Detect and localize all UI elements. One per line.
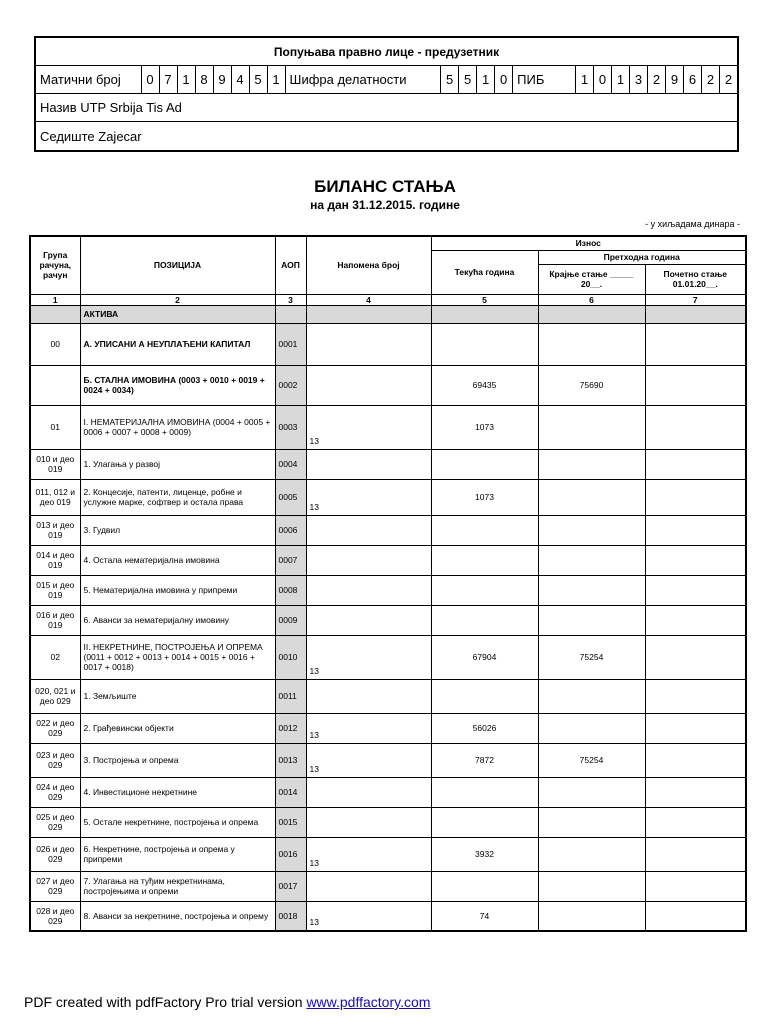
table-row xyxy=(30,365,746,405)
table-row xyxy=(30,635,746,679)
prethodna-value xyxy=(538,515,645,545)
tekuca-value xyxy=(431,605,538,635)
grupa-cell: 025 и део 029 xyxy=(30,807,80,837)
pib-digit: 2 xyxy=(647,66,665,93)
aop-cell: 0010 xyxy=(275,635,306,679)
pocetno-value xyxy=(645,777,746,807)
table-row xyxy=(30,575,746,605)
napomena-cell xyxy=(306,605,431,635)
pozicija-cell: 2. Грађевински објекти xyxy=(80,713,275,743)
maticni-digit: 8 xyxy=(195,66,213,93)
prethodna-value xyxy=(538,605,645,635)
maticni-label: Матични број xyxy=(40,72,121,87)
pozicija-cell: 1. Земљиште xyxy=(80,679,275,713)
footer-link[interactable]: www.pdffactory.com xyxy=(306,994,431,1010)
pocetno-value xyxy=(645,449,746,479)
table-row xyxy=(30,837,746,871)
pocetno-value xyxy=(645,743,746,777)
col-aop-header: АОП xyxy=(275,236,306,294)
col-tekuca-header: Текућа година xyxy=(431,250,538,294)
table-row xyxy=(30,479,746,515)
tekuca-value: 1073 xyxy=(431,405,538,449)
table-row xyxy=(30,777,746,807)
tekuca-value xyxy=(431,323,538,365)
napomena-cell xyxy=(306,365,431,405)
maticni-digit: 9 xyxy=(213,66,231,93)
aop-cell: 0007 xyxy=(275,545,306,575)
grupa-cell: 027 и део 029 xyxy=(30,871,80,901)
pozicija-cell: 1. Улагања у развој xyxy=(80,449,275,479)
sifra-digit: 5 xyxy=(458,66,476,93)
napomena-cell xyxy=(306,323,431,365)
pocetno-value xyxy=(645,807,746,837)
tekuca-value xyxy=(431,871,538,901)
aop-cell: 0009 xyxy=(275,605,306,635)
table-row xyxy=(30,871,746,901)
napomena-cell: 13 xyxy=(306,743,431,777)
grupa-cell: 011, 012 и део 019 xyxy=(30,479,80,515)
grupa-cell: 013 и део 019 xyxy=(30,515,80,545)
prethodna-value: 75690 xyxy=(538,365,645,405)
prethodna-value xyxy=(538,777,645,807)
sifra-digit: 0 xyxy=(494,66,512,93)
balance-sheet-table xyxy=(29,235,747,932)
napomena-cell xyxy=(306,545,431,575)
sifra-digit: 1 xyxy=(476,66,494,93)
napomena-cell xyxy=(306,575,431,605)
section-row xyxy=(30,305,746,323)
pib-digit: 1 xyxy=(611,66,629,93)
pocetno-value xyxy=(645,323,746,365)
table-row xyxy=(30,605,746,635)
pocetno-value xyxy=(645,479,746,515)
aop-cell: 0011 xyxy=(275,679,306,713)
prethodna-value xyxy=(538,323,645,365)
pozicija-cell: 8. Аванси за некретнине, постројења и опрему xyxy=(80,901,275,931)
prethodna-value xyxy=(538,575,645,605)
tekuca-value xyxy=(431,807,538,837)
prethodna-value xyxy=(538,479,645,515)
grupa-cell: 015 и део 019 xyxy=(30,575,80,605)
pib-digit: 1 xyxy=(575,66,593,93)
column-number-row xyxy=(30,294,746,305)
pozicija-cell: Б. СТАЛНА ИМОВИНА (0003 + 0010 + 0019 + 0024 + 0034) xyxy=(80,365,275,405)
pib-digit: 2 xyxy=(719,66,737,93)
col-number: 2 xyxy=(80,294,275,305)
header-title: Попуњава правно лице - предузетник xyxy=(36,38,737,66)
pozicija-cell: 6. Аванси за нематеријалну имовину xyxy=(80,605,275,635)
company-header xyxy=(34,36,739,152)
tekuca-value: 74 xyxy=(431,901,538,931)
pib-digit: 6 xyxy=(683,66,701,93)
aop-cell: 0018 xyxy=(275,901,306,931)
aop-cell: 0001 xyxy=(275,323,306,365)
pocetno-value xyxy=(645,713,746,743)
napomena-cell xyxy=(306,515,431,545)
napomena-cell: 13 xyxy=(306,713,431,743)
grupa-cell: 02 xyxy=(30,635,80,679)
prethodna-value xyxy=(538,901,645,931)
col-number: 4 xyxy=(306,294,431,305)
pocetno-value xyxy=(645,901,746,931)
pozicija-cell: I. НЕМАТЕРИЈАЛНА ИМОВИНА (0004 + 0005 + 0006 + 0007 + 0008 + 0009) xyxy=(80,405,275,449)
aop-cell: 0004 xyxy=(275,449,306,479)
prethodna-value xyxy=(538,871,645,901)
pozicija-cell: II. НЕКРЕТНИНЕ, ПОСТРОЈЕЊА И ОПРЕМА (0011 + 0012 + 0013 + 0014 + 0015 + 0016 + 0017 + 0018) xyxy=(80,635,275,679)
napomena-cell: 13 xyxy=(306,635,431,679)
napomena-cell xyxy=(306,871,431,901)
pozicija-cell: 3. Постројења и опрема xyxy=(80,743,275,777)
prethodna-value xyxy=(538,405,645,449)
prethodna-value: 75254 xyxy=(538,743,645,777)
prethodna-value xyxy=(538,837,645,871)
pozicija-cell: 4. Инвестиционе некретнине xyxy=(80,777,275,807)
col-number: 3 xyxy=(275,294,306,305)
maticni-digit: 1 xyxy=(177,66,195,93)
pocetno-value xyxy=(645,545,746,575)
grupa-cell: 01 xyxy=(30,405,80,449)
pocetno-value xyxy=(645,365,746,405)
table-row xyxy=(30,405,746,449)
col-pocetno-header: Почетно стање 01.01.20__. xyxy=(645,264,746,294)
pocetno-value xyxy=(645,679,746,713)
aop-cell: 0006 xyxy=(275,515,306,545)
table-row xyxy=(30,323,746,365)
footer-text: PDF created with pdfFactory Pro trial version xyxy=(24,994,307,1010)
pozicija-cell: 5. Остале некретнине, постројења и опрема xyxy=(80,807,275,837)
maticni-digit: 0 xyxy=(141,66,159,93)
col-napomena-header: Напомена број xyxy=(306,236,431,294)
company-name: Назив UTP Srbija Tis Ad xyxy=(36,94,737,122)
col-number: 7 xyxy=(645,294,746,305)
aop-cell: 0014 xyxy=(275,777,306,807)
sifra-digit: 5 xyxy=(440,66,458,93)
table-row xyxy=(30,901,746,931)
tekuca-value xyxy=(431,575,538,605)
tekuca-value: 69435 xyxy=(431,365,538,405)
grupa-cell: 020, 021 и део 029 xyxy=(30,679,80,713)
grupa-cell: 024 и део 029 xyxy=(30,777,80,807)
maticni-digit: 7 xyxy=(159,66,177,93)
table-row xyxy=(30,743,746,777)
napomena-cell xyxy=(306,777,431,807)
napomena-cell: 13 xyxy=(306,837,431,871)
tekuca-value: 1073 xyxy=(431,479,538,515)
pozicija-cell: 2. Концесије, патенти, лиценце, робне и услужне марке, софтвер и остала права xyxy=(80,479,275,515)
pozicija-cell: 3. Гудвил xyxy=(80,515,275,545)
prethodna-value xyxy=(538,545,645,575)
pozicija-cell: А. УПИСАНИ А НЕУПЛАЋЕНИ КАПИТАЛ xyxy=(80,323,275,365)
prethodna-value xyxy=(538,713,645,743)
col-prethodna-header: Претходна година xyxy=(538,250,746,264)
maticni-digit: 5 xyxy=(249,66,267,93)
grupa-cell: 014 и део 019 xyxy=(30,545,80,575)
pib-label: ПИБ xyxy=(512,66,575,93)
pozicija-cell: 7. Улагања на туђим некретнинама, постројењима и опреми xyxy=(80,871,275,901)
grupa-cell: 022 и део 029 xyxy=(30,713,80,743)
pib-digit: 2 xyxy=(701,66,719,93)
napomena-cell xyxy=(306,807,431,837)
pocetno-value xyxy=(645,575,746,605)
tekuca-value xyxy=(431,679,538,713)
document-title: БИЛАНС СТАЊА xyxy=(314,177,456,196)
pozicija-cell: 4. Остала нематеријална имовина xyxy=(80,545,275,575)
pozicija-cell: 5. Нематеријална имовина у припреми xyxy=(80,575,275,605)
grupa-cell: 016 и део 019 xyxy=(30,605,80,635)
tekuca-value xyxy=(431,545,538,575)
col-pozicija-header: ПОЗИЦИЈА xyxy=(80,236,275,294)
tekuca-value xyxy=(431,449,538,479)
grupa-cell: 023 и део 029 xyxy=(30,743,80,777)
table-row xyxy=(30,807,746,837)
grupa-cell: 026 и део 029 xyxy=(30,837,80,871)
table-row xyxy=(30,449,746,479)
pib-digit: 0 xyxy=(593,66,611,93)
grupa-cell: 028 и део 029 xyxy=(30,901,80,931)
aop-cell: 0015 xyxy=(275,807,306,837)
col-number: 5 xyxy=(431,294,538,305)
document-date: на дан 31.12.2015. године xyxy=(310,198,460,212)
company-seat: Седиште Zajecar xyxy=(40,128,142,144)
napomena-cell xyxy=(306,679,431,713)
unit-note: - у хиљадама динара - xyxy=(645,219,740,229)
pdf-footer xyxy=(24,994,430,1010)
aop-cell: 0002 xyxy=(275,365,306,405)
pocetno-value xyxy=(645,837,746,871)
table-row xyxy=(30,545,746,575)
pocetno-value xyxy=(645,635,746,679)
prethodna-value: 75254 xyxy=(538,635,645,679)
aop-cell: 0008 xyxy=(275,575,306,605)
tekuca-value xyxy=(431,777,538,807)
header-ids-row xyxy=(36,66,737,94)
col-iznos-header: Износ xyxy=(431,236,746,250)
napomena-cell: 13 xyxy=(306,901,431,931)
aop-cell: 0012 xyxy=(275,713,306,743)
grupa-cell: 00 xyxy=(30,323,80,365)
prethodna-value xyxy=(538,449,645,479)
tekuca-value: 67904 xyxy=(431,635,538,679)
grupa-cell xyxy=(30,365,80,405)
pocetno-value xyxy=(645,605,746,635)
aop-cell: 0013 xyxy=(275,743,306,777)
pocetno-value xyxy=(645,871,746,901)
napomena-cell: 13 xyxy=(306,479,431,515)
prethodna-value xyxy=(538,807,645,837)
napomena-cell xyxy=(306,449,431,479)
col-krajnje-header: Крајње стање _____ 20__. xyxy=(538,264,645,294)
grupa-cell: 010 и део 019 xyxy=(30,449,80,479)
aop-cell: 0016 xyxy=(275,837,306,871)
tekuca-value: 7872 xyxy=(431,743,538,777)
tekuca-value xyxy=(431,515,538,545)
col-number: 1 xyxy=(30,294,80,305)
sifra-label: Шифра делатности xyxy=(285,66,441,93)
table-row xyxy=(30,515,746,545)
aop-cell: 0005 xyxy=(275,479,306,515)
aop-cell: 0017 xyxy=(275,871,306,901)
tekuca-value: 3932 xyxy=(431,837,538,871)
pocetno-value xyxy=(645,405,746,449)
maticni-digit: 4 xyxy=(231,66,249,93)
maticni-digit: 1 xyxy=(267,66,285,93)
pocetno-value xyxy=(645,515,746,545)
aop-cell: 0003 xyxy=(275,405,306,449)
prethodna-value xyxy=(538,679,645,713)
pozicija-cell: 6. Некретнине, постројења и опрема у припреми xyxy=(80,837,275,871)
col-number: 6 xyxy=(538,294,645,305)
table-row xyxy=(30,713,746,743)
pib-digit: 9 xyxy=(665,66,683,93)
pib-digit: 3 xyxy=(629,66,647,93)
napomena-cell: 13 xyxy=(306,405,431,449)
col-grupa-header: Група рачуна, рачун xyxy=(30,236,80,294)
table-row xyxy=(30,679,746,713)
tekuca-value: 56026 xyxy=(431,713,538,743)
section-label: АКТИВА xyxy=(80,305,275,323)
